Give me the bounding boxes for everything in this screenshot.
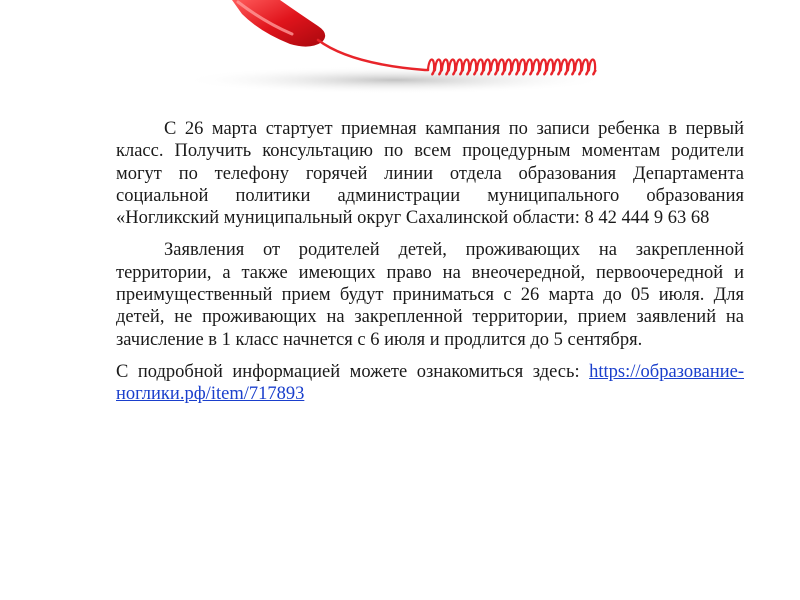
paragraph-application-dates: Заявления от родителей детей, проживающих на закрепленной территории, а также имеющих право на внеочередной, первоочередной и преимущественный прием будут приниматься с 26 марта до 05 июля. Для детей, не проживающих на закрепленной территории, прием заявлений на зачисление в 1 класс начнется с 6 июля и продлится до 5 сентября. <box>116 240 744 350</box>
telephone-handset-illustration <box>180 0 610 100</box>
paragraph-campaign-start: С 26 марта стартует приемная кампания по записи ребенка в первый класс. Получить консультацию по всем процедурным моментам родители могут по телефону горячей линии отдела образования Департамента социальной политики администрации муниципального образования «Ногликский муниципальный округ Сахалинской области: 8 42 444 9 63 68 <box>116 119 744 229</box>
announcement-body <box>116 118 744 406</box>
info-link[interactable]: https://образование-ноглики.рф/item/717893 <box>116 361 744 405</box>
paragraph-more-info <box>116 361 744 406</box>
telephone-handset-icon <box>180 0 610 100</box>
more-info-text: С подробной информацией можете ознакомиться здесь: <box>116 361 590 382</box>
